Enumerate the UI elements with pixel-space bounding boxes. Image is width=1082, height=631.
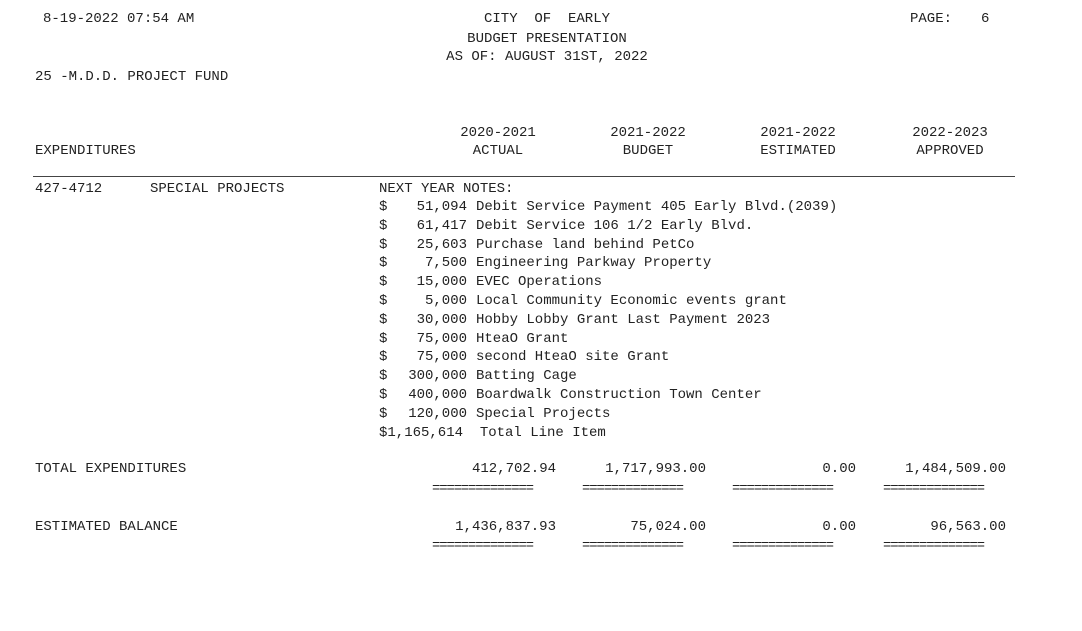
double-rule: ============== [582,538,683,554]
double-rule: ============== [732,538,833,554]
double-rule: ============== [432,481,533,497]
total-exp-estimated: 0.00 [822,461,856,477]
note-amount: 51,094 [416,199,467,215]
col-actual-year: 2020-2021 [460,125,536,141]
city-name: CITY OF EARLY [483,11,611,27]
col-estimated-year: 2021-2022 [760,125,836,141]
note-description: Debit Service Payment 405 Early Blvd.(2039) [476,199,838,215]
note-dollar-sign: $ [379,330,388,347]
note-amount: 61,417 [416,217,467,234]
expenditures-label: EXPENDITURES [35,143,136,159]
note-description: Batting Cage [476,368,577,385]
note-description: Debit Service 106 1/2 Early Blvd. [476,217,754,234]
account-number: 427-4712 [35,181,103,197]
note-description: EVEC Operations [476,274,603,291]
note-dollar-sign: $ [379,293,388,309]
note-dollar-sign: $ [379,199,388,215]
note-description: Boardwalk Construction Town Center [476,387,762,403]
note-dollar-sign: $ [379,349,388,366]
header-divider [33,176,1015,177]
double-rule: ============== [732,481,833,497]
double-rule: ============== [582,481,683,497]
note-amount: 30,000 [416,311,467,328]
note-amount: 5,000 [424,293,467,309]
notes-label: NEXT YEAR NOTES: [379,181,514,197]
total-line-item: $1,165,614 Total Line Item [379,425,606,441]
note-amount: 300,000 [408,368,467,385]
fund-name: 25 -M.D.D. PROJECT FUND [35,69,229,85]
page-label: PAGE: [910,11,953,27]
col-estimated-type: ESTIMATED [760,143,836,159]
note-dollar-sign: $ [379,368,388,385]
note-description: Special Projects [476,405,611,422]
col-approved-year: 2022-2023 [912,125,988,141]
col-budget-type: BUDGET [622,143,674,159]
estimated-balance-label: ESTIMATED BALANCE [35,519,178,535]
note-amount: 15,000 [416,274,467,291]
total-exp-actual: 412,702.94 [471,461,556,477]
est-balance-actual: 1,436,837.93 [455,519,556,535]
note-dollar-sign: $ [379,217,388,234]
note-amount: 75,000 [416,349,467,366]
note-dollar-sign: $ [379,405,388,422]
note-dollar-sign: $ [379,311,388,328]
note-dollar-sign: $ [379,387,388,403]
note-amount: 120,000 [408,405,467,422]
note-description: Engineering Parkway Property [476,255,712,272]
account-name: SPECIAL PROJECTS [150,181,285,197]
note-dollar-sign: $ [379,274,388,291]
note-description: Hobby Lobby Grant Last Payment 2023 [476,311,771,328]
double-rule: ============== [883,538,984,554]
report-as-of: AS OF: AUGUST 31ST, 2022 [446,49,648,65]
note-description: Purchase land behind PetCo [476,236,695,253]
note-amount: 75,000 [416,330,467,347]
est-balance-approved: 96,563.00 [930,519,1006,535]
note-description: second HteaO site Grant [476,349,670,366]
note-dollar-sign: $ [379,236,388,253]
note-amount: 7,500 [424,255,467,272]
note-description: Local Community Economic events grant [476,293,787,309]
double-rule: ============== [883,481,984,497]
total-exp-budget: 1,717,993.00 [605,461,706,477]
total-exp-approved: 1,484,509.00 [905,461,1006,477]
note-description: HteaO Grant [476,330,569,347]
total-expenditures-label: TOTAL EXPENDITURES [35,461,187,477]
double-rule: ============== [432,538,533,554]
col-budget-year: 2021-2022 [610,125,686,141]
col-approved-type: APPROVED [916,143,984,159]
note-amount: 400,000 [408,387,467,403]
note-amount: 25,603 [416,236,467,253]
note-dollar-sign: $ [379,255,388,272]
report-datetime: 8-19-2022 07:54 AM [43,11,195,27]
report-title: BUDGET PRESENTATION [467,31,627,47]
est-balance-budget: 75,024.00 [630,519,706,535]
est-balance-estimated: 0.00 [822,519,856,535]
page-number: 6 [981,11,990,27]
col-actual-type: ACTUAL [472,143,524,159]
